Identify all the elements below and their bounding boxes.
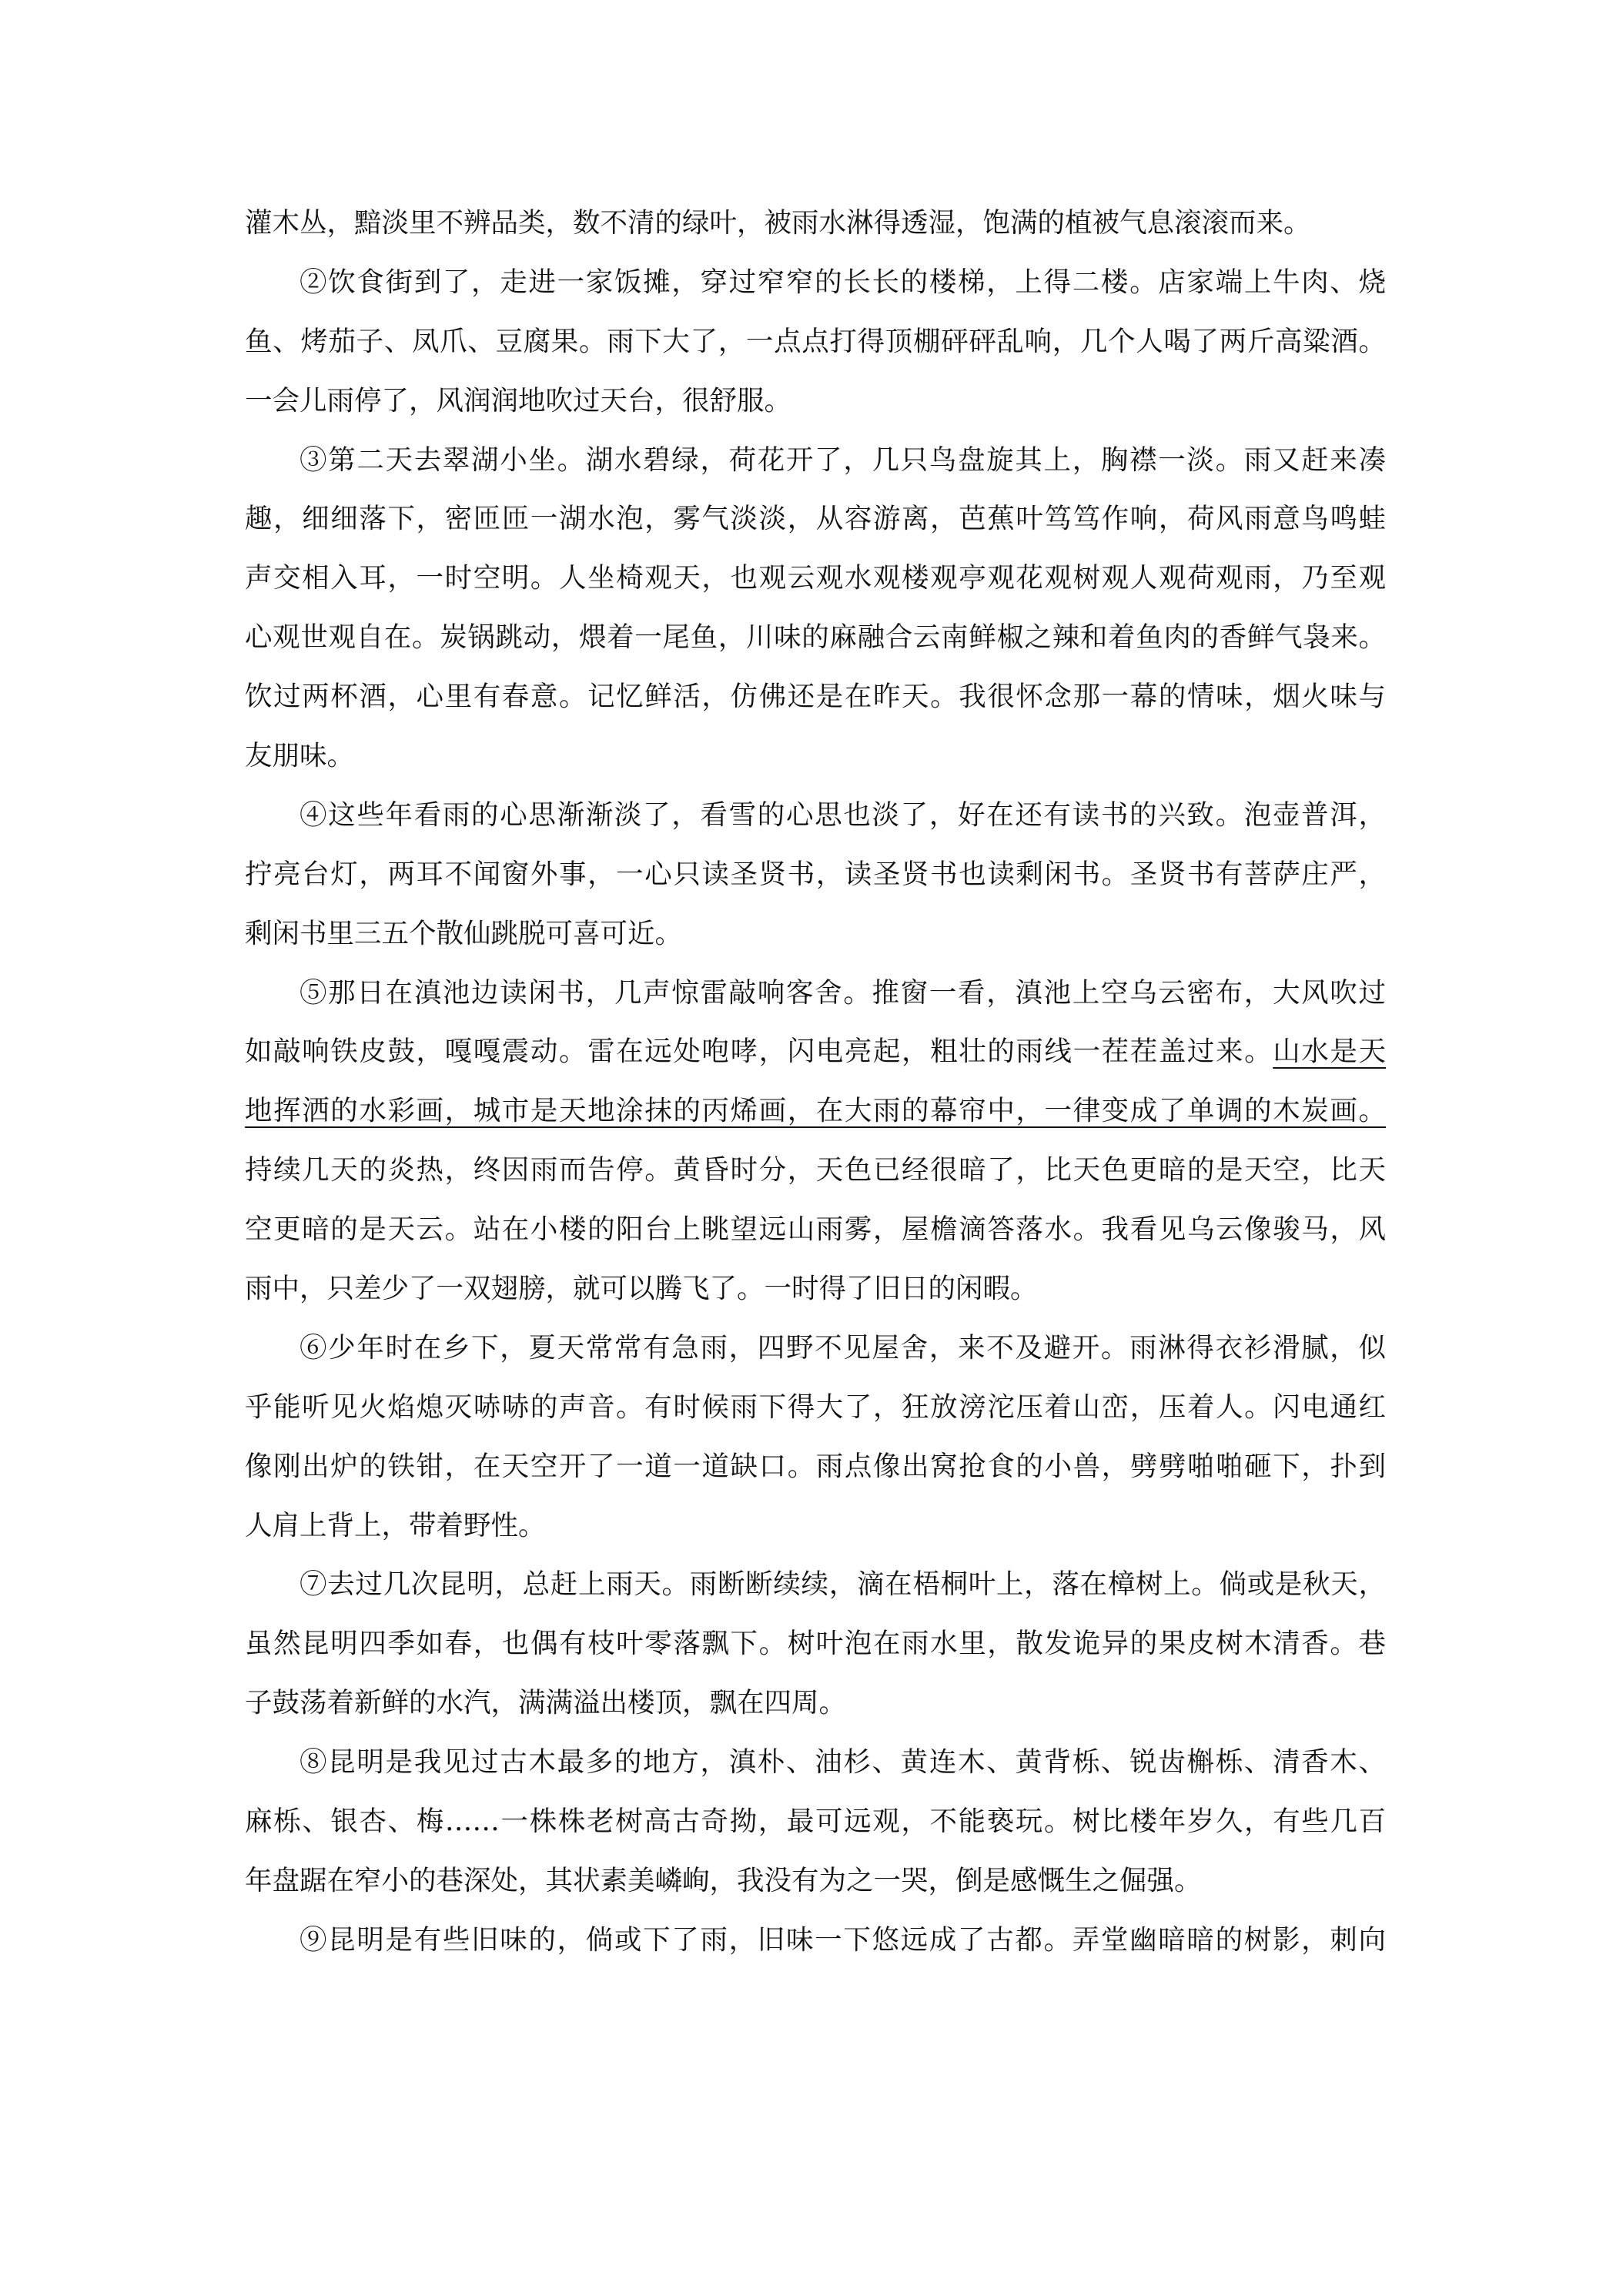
underlined-text: 地挥洒的水彩画，城市是天地涂抹的丙烯画，在大雨的幕帘中，一律变成了单调的木炭画。 (245, 1095, 1386, 1127)
text-line-content: ⑧昆明是我见过古木最多的地方，滇朴、油杉、黄连木、黄背栎、锐齿槲栎、清香木、 (300, 1746, 1386, 1779)
text-line (245, 976, 1386, 1039)
text-line-content: ⑤那日在滇池边读闲书，几声惊雷敲响客舍。推窗一看，滇池上空乌云密布，大风吹过 (300, 976, 1386, 1009)
text-line-content: ②饮食街到了，走进一家饭摊，穿过窄窄的长长的楼梯，上得二楼。店家端上牛肉、烧 (300, 266, 1386, 298)
text-line (245, 1923, 1386, 1986)
text-line-content: 雨中，只差少了一双翅膀，就可以腾飞了。一时得了旧日的闲暇。 (245, 1273, 1038, 1305)
text-line-content: ④这些年看雨的心思渐渐淡了，看雪的心思也淡了，好在还有读书的兴致。泡壶普洱， (300, 798, 1386, 831)
text-line (245, 742, 1386, 802)
text-line-content: 友朋味。 (245, 740, 355, 772)
text-line-content: 饮过两杯酒，心里有春意。记忆鲜活，仿佛还是在昨天。我很怀念那一幕的情味，烟火味与 (245, 681, 1386, 713)
text-line (245, 1391, 1386, 1453)
text-line (245, 621, 1386, 683)
text-line-content: 像刚出炉的铁钳，在天空开了一道一道缺口。雨点像出窝抢食的小兽，劈劈啪啪砸下，扑到 (245, 1450, 1386, 1482)
text-line (245, 1808, 1386, 1867)
text-line-content: 子鼓荡着新鲜的水汽，满满溢出楼顶，飘在四周。 (245, 1687, 847, 1719)
text-line-content: 空更暗的是天云。站在小楼的阳台上眺望远山雨雾，屋檐滴答落水。我看见乌云像骏马，风 (245, 1213, 1386, 1246)
text-line (245, 505, 1386, 564)
text-line (245, 798, 1386, 861)
text-line (245, 1568, 1386, 1630)
text-line (245, 384, 1386, 447)
text-line (245, 1156, 1386, 1216)
text-line (245, 917, 1386, 979)
text-line-content: 灌木丛，黯淡里不辨品类，数不清的绿叶，被雨水淋得透湿，饱满的植被气息滚滚而来。 (245, 207, 1311, 239)
text-line-content: 人肩上背上，带着野性。 (245, 1509, 546, 1541)
essay-body (245, 209, 1386, 1986)
text-line-content: ③第二天去翠湖小坐。湖水碧绿，荷花开了，几只鸟盘旋其上，胸襟一淡。雨又赶来凑 (300, 443, 1386, 476)
text-line (245, 1746, 1386, 1808)
text-line-content: 虽然昆明四季如春，也偶有枝叶零落飘下。树叶泡在雨水里，散发诡异的果皮树木清香。巷 (245, 1628, 1386, 1660)
text-line (245, 325, 1386, 387)
text-line (245, 1864, 1386, 1926)
text-line-content: 持续几天的炎热，终因雨而告停。黄昏时分，天色已经很暗了，比天色更暗的是天空，比天 (245, 1154, 1386, 1186)
text-line-content: ⑨昆明是有些旧味的，倘或下了雨，旧味一下悠远成了古都。弄堂幽暗暗的树影，刺向 (300, 1923, 1386, 1956)
text-line-content: ⑦去过几次昆明，总赶上雨天。雨断断续续，滴在梧桐叶上，落在樟树上。倘或是秋天， (300, 1568, 1386, 1601)
text-line (245, 1331, 1386, 1394)
text-line-content: 趣，细细落下，密匝匝一湖水泡，雾气淡淡，从容游离，芭蕉叶笃笃作响，荷风雨意鸟鸣蛙 (245, 503, 1386, 535)
text-line-content: 一会儿雨停了，风润润地吹过天台，很舒服。 (245, 384, 792, 417)
text-line (245, 1509, 1386, 1571)
text-line-content: 如敲响铁皮鼓，嘎嘎震动。雷在远处咆哮，闪电亮起，粗壮的雨线一茬茬盖过来。 (245, 1036, 1273, 1068)
text-line (245, 1275, 1386, 1334)
text-line-content: 声交相入耳，一时空明。人坐椅观天，也观云观水观楼观亭观花观树观人观荷观雨，乃至观 (245, 562, 1386, 594)
text-line-content: 年盘踞在窄小的巷深处，其状素美嶙峋，我没有为之一哭，倒是感慨生之倔强。 (245, 1864, 1202, 1896)
text-line (245, 266, 1386, 328)
text-line (245, 1038, 1386, 1097)
text-line (245, 1630, 1386, 1689)
text-line (245, 1450, 1386, 1512)
text-line (245, 443, 1386, 506)
text-line (245, 564, 1386, 624)
text-line (245, 1097, 1386, 1156)
text-line-content: 拧亮台灯，两耳不闻窗外事，一心只读圣贤书，读圣贤书也读剩闲书。圣贤书有菩萨庄严， (245, 858, 1386, 890)
text-line-content: 剩闲书里三五个散仙跳脱可喜可近。 (245, 917, 683, 949)
text-line-content: 麻栎、银杏、梅……一株株老树高古奇拗，最可远观，不能亵玩。树比楼年岁久，有些几百 (245, 1806, 1386, 1838)
text-line (245, 683, 1386, 742)
text-line-content: 乎能听见火焰熄灭哧哧的声音。有时候雨下得大了，狂放滂沱压着山峦，压着人。闪电通红 (245, 1391, 1386, 1423)
text-line (245, 209, 1386, 269)
text-line-content: ⑥少年时在乡下，夏天常常有急雨，四野不见屋舍，来不及避开。雨淋得衣衫滑腻，似 (300, 1331, 1386, 1364)
underlined-text: 山水是天 (1273, 1036, 1386, 1068)
text-line-content: 鱼、烤茄子、凤爪、豆腐果。雨下大了，一点点打得顶棚砰砰乱响，几个人喝了两斤高粱酒。 (245, 325, 1386, 357)
text-line (245, 1213, 1386, 1275)
text-line (245, 858, 1386, 920)
text-line (245, 1689, 1386, 1749)
text-line-content: 心观世观自在。炭锅跳动，煨着一尾鱼，川味的麻融合云南鲜椒之辣和着鱼肉的香鲜气袅来。 (245, 621, 1386, 654)
